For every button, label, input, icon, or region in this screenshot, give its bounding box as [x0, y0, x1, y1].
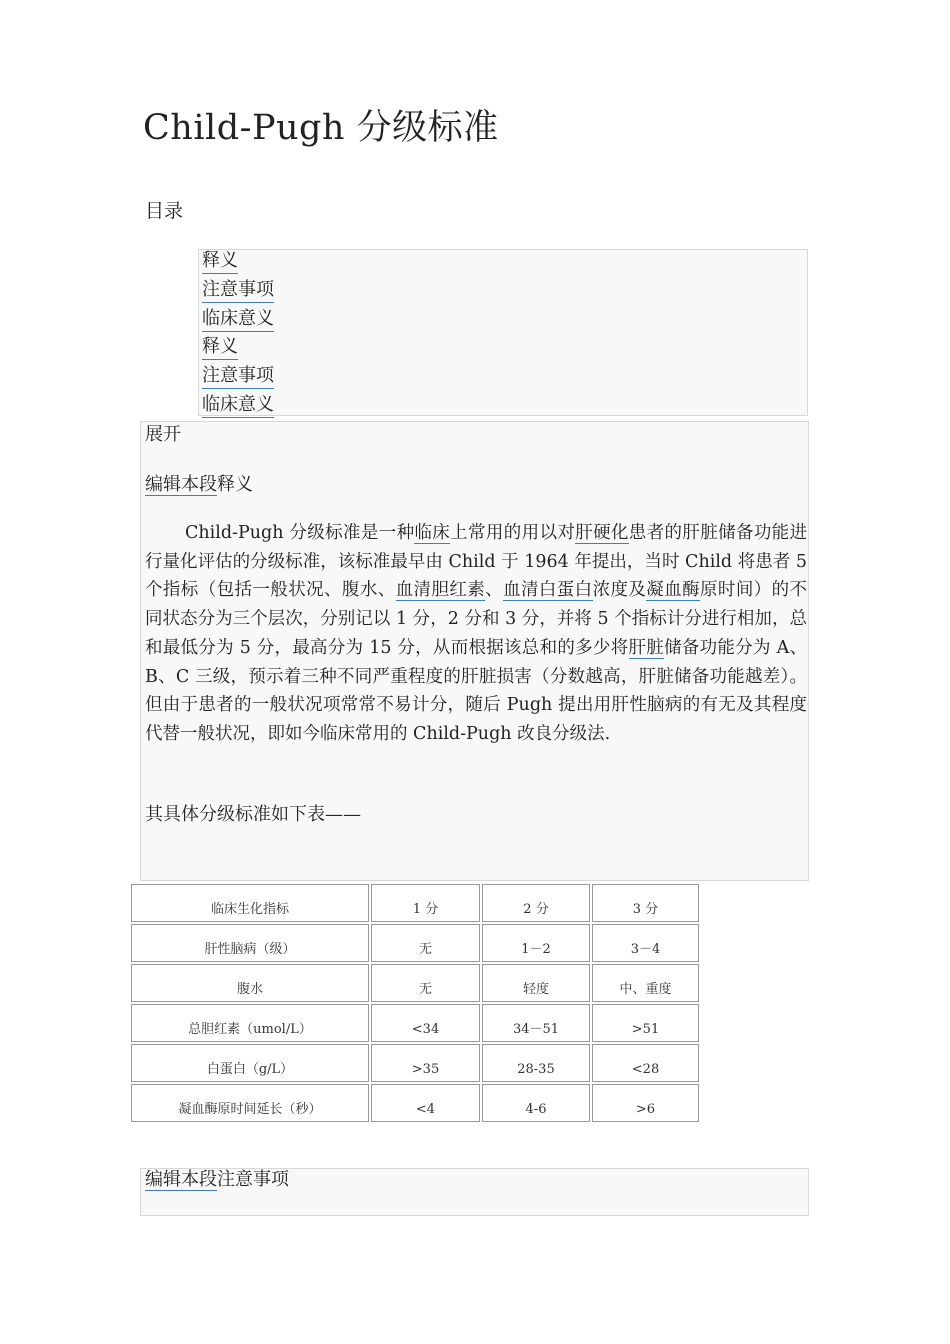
table-cell: 1－2 — [482, 924, 590, 962]
table-cell: 3 分 — [592, 884, 699, 922]
link-liver[interactable]: 肝脏 — [628, 637, 665, 658]
definition-paragraph — [145, 519, 807, 749]
table-row — [131, 1084, 699, 1122]
link-serum-bilirubin[interactable]: 血清胆红素 — [395, 580, 486, 601]
text-run: 、 — [485, 580, 504, 601]
table-row — [131, 924, 699, 962]
link-clinical[interactable]: 临床 — [414, 523, 451, 543]
table-cell: 2 分 — [482, 884, 590, 922]
table-cell: 1 分 — [371, 884, 480, 922]
text-run: 上常用的用以对 — [450, 523, 576, 543]
link-thrombin[interactable]: 凝血酶 — [646, 580, 701, 601]
toc-item-precautions-2[interactable]: 注意事项 — [202, 365, 274, 389]
section-heading-precautions — [145, 1169, 289, 1191]
link-cirrhosis[interactable]: 肝硬化 — [575, 523, 629, 543]
table-cell: <28 — [592, 1044, 699, 1082]
toc-item-definition[interactable]: 释义 — [202, 250, 238, 274]
toc-item-clinical-significance-2[interactable]: 临床意义 — [202, 394, 274, 418]
toc-heading: 目录 — [145, 200, 184, 222]
edit-section-link[interactable]: 编辑本段 — [145, 1169, 217, 1190]
table-cell: <4 — [371, 1084, 480, 1122]
expand-button[interactable]: 展开 — [145, 424, 181, 445]
child-pugh-table — [129, 882, 701, 1124]
table-cell: 中、重度 — [592, 964, 699, 1002]
table-cell: 总胆红素（umol/L） — [131, 1004, 369, 1042]
table-cell: 4-6 — [482, 1084, 590, 1122]
toc-box — [198, 249, 808, 416]
toc-item-precautions[interactable]: 注意事项 — [202, 279, 274, 303]
table-cell: 3－4 — [592, 924, 699, 962]
table-cell: 肝性脑病（级） — [131, 924, 369, 962]
table-row — [131, 964, 699, 1002]
table-cell: 无 — [371, 924, 480, 962]
link-serum-albumin[interactable]: 血清白蛋白 — [503, 580, 593, 601]
table-cell: 无 — [371, 964, 480, 1002]
table-cell: 凝血酶原时间延长（秒） — [131, 1084, 369, 1122]
table-cell: 腹水 — [131, 964, 369, 1002]
section-heading-definition — [145, 474, 253, 496]
table-cell: <34 — [371, 1004, 480, 1042]
table-cell: 轻度 — [482, 964, 590, 1002]
text-run: 患者的肝脏储备功能进行量化评估的分级标准，该标准最早由 Child 于 1964 年提出，当时 Child 将患者 5 个指标（包括一般状况、腹水、 — [145, 523, 808, 601]
table-row — [131, 1044, 699, 1082]
precautions-section-box — [140, 1168, 809, 1216]
table-row — [131, 1004, 699, 1042]
page-title: Child-Pugh 分级标准 — [143, 108, 499, 148]
toc-item-definition-2[interactable]: 释义 — [202, 336, 238, 360]
table-cell: 白蛋白（g/L） — [131, 1044, 369, 1082]
section-title: 释义 — [217, 474, 253, 495]
table-cell: 34－51 — [482, 1004, 590, 1042]
table-cell: >6 — [592, 1084, 699, 1122]
table-cell: >35 — [371, 1044, 480, 1082]
text-run: 浓度及 — [592, 580, 647, 601]
table-cell: 28-35 — [482, 1044, 590, 1082]
table-intro-text: 其具体分级标准如下表—— — [145, 804, 361, 825]
text-run: Child-Pugh 分级标准是一种 — [185, 523, 415, 543]
toc-item-clinical-significance[interactable]: 临床意义 — [202, 308, 274, 332]
table-cell: 临床生化指标 — [131, 884, 369, 922]
text-run: 储备功能分为 A、B、C 三级，预示着三种不同严重程度的肝脏损害（分数越高，肝脏储备功能越差）。但由于患者的一般状况项常常不易计分，随后 Pugh 提出用肝性脑病的有无及其程度代替一般状况，即如今临床常用的 Child-Pugh 改良分级法. — [145, 637, 808, 744]
main-content-box — [140, 421, 809, 881]
section-title: 注意事项 — [217, 1169, 289, 1190]
table-row — [131, 884, 699, 922]
table-cell: >51 — [592, 1004, 699, 1042]
edit-section-link[interactable]: 编辑本段 — [145, 474, 217, 495]
text-run: 原时间）的不同状态分为三个层次，分别记以 1 分，2 分和 3 分，并将 5 个指标计分进行相加，总和最低分为 5 分，最高分为 15 分，从而根据该总和的多少将 — [145, 580, 808, 658]
